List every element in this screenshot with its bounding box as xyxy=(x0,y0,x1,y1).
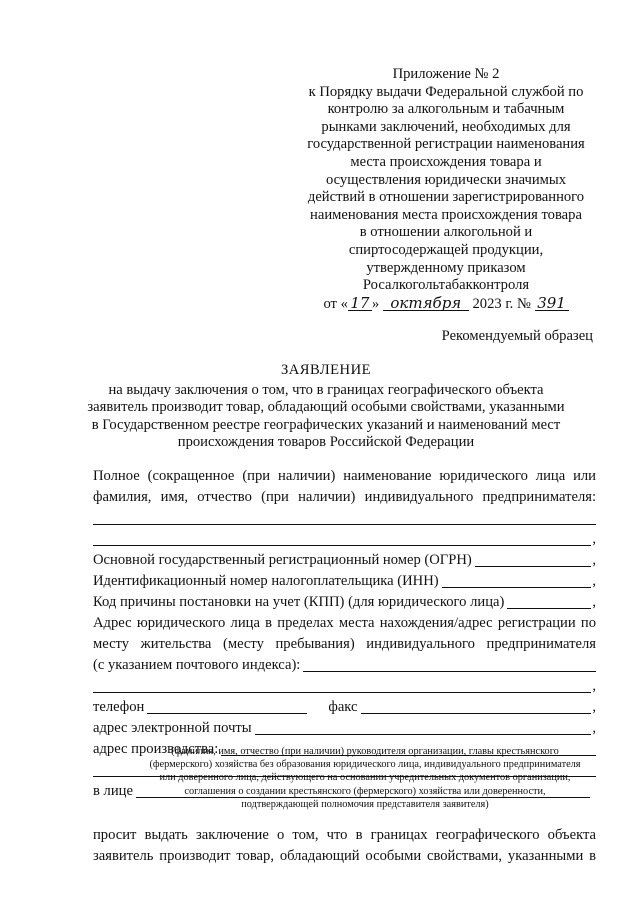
comma: , xyxy=(592,699,596,715)
order-prefix: от « xyxy=(323,295,348,312)
application-title xyxy=(76,362,576,452)
ogrn-label: Основной государственный регистрационный номер (ОГРН) xyxy=(93,552,472,568)
appendix-line: Приложение № 2 xyxy=(392,66,500,82)
order-year: 2023 г. № xyxy=(472,295,531,312)
order-reference xyxy=(296,293,596,314)
fax-field[interactable] xyxy=(361,713,592,714)
title-line: заявитель производит товар, обладающий особыми свойствами, указанными xyxy=(87,399,565,416)
kpp-label: Код причины постановки на учет (КПП) (для юридического лица) xyxy=(93,594,505,610)
appendix-line: в отношении алкогольной и xyxy=(359,224,533,241)
appendix-line: места происхождения товара и xyxy=(350,153,542,170)
phone-field[interactable] xyxy=(147,713,307,714)
name-blank-2[interactable] xyxy=(93,529,596,550)
comma: , xyxy=(592,720,596,736)
inn-field[interactable] xyxy=(93,571,596,592)
address-label-line1: Адрес юридического лица в пределах места нахождения/адрес регистрации по xyxy=(93,615,596,631)
comma: , xyxy=(592,678,596,694)
comma: , xyxy=(592,594,596,610)
representative-label: в лице xyxy=(93,783,133,799)
address-field[interactable] xyxy=(93,655,596,676)
appendix-line: действий в отношении зарегистрированного xyxy=(307,189,585,206)
appendix-line: контролю за алкогольным и табачным xyxy=(327,101,565,118)
appendix-line: государственной регистрации наименования xyxy=(307,136,585,153)
caption-line: (фамилия, имя, отчество (при наличии) руководителя организации, главы крестьянского xyxy=(171,746,559,757)
title-line: происхождения товаров Российской Федерации xyxy=(177,434,475,451)
appendix-line: наименования места происхождения товара xyxy=(310,206,582,223)
request-line: заявитель производит товар, обладающий особыми свойствами, указанными в xyxy=(93,848,596,864)
recommended-sample-label: Рекомендуемый образец xyxy=(441,328,593,344)
comma: , xyxy=(592,531,596,547)
appendix-line: к Порядку выдачи Федеральной службой по xyxy=(308,83,584,100)
title-line: в Государственном реестре географических указаний и наименований мест xyxy=(91,416,561,433)
kpp-field[interactable] xyxy=(93,592,596,613)
fax-label: факс xyxy=(328,699,358,715)
name-label-line2: фамилия, имя, отчество (при наличии) индивидуального предпринимателя: xyxy=(93,489,596,505)
phone-fax-row xyxy=(93,697,596,718)
address-label-line2: месту жительства (месту пребывания) индивидуального предпринимателя xyxy=(93,636,596,652)
appendix-line: осуществления юридически значимых xyxy=(325,171,567,188)
order-month-handwritten: октября xyxy=(383,296,469,311)
address-label-line3: (с указанием почтового индекса): xyxy=(93,657,301,673)
comma: , xyxy=(592,552,596,568)
caption-line: (фермерского) хозяйства без образования юридического лица, индивидуального предпринимателя xyxy=(149,759,581,771)
title-heading: ЗАЯВЛЕНИЕ xyxy=(280,362,372,378)
name-label-line1: Полное (сокращенное (при наличии) наименование юридического лица или xyxy=(93,468,596,484)
phone-label: телефон xyxy=(93,699,145,715)
representative-caption xyxy=(140,745,590,811)
order-number-handwritten: 391 xyxy=(535,296,569,311)
address-blank[interactable] xyxy=(93,676,596,697)
appendix-header xyxy=(296,66,596,313)
appendix-line: Росалкогольтабакконтроля xyxy=(362,277,530,294)
ogrn-field[interactable] xyxy=(93,550,596,571)
request-paragraph xyxy=(93,825,596,867)
caption-line: или доверенного лица, действующего на основании учредительных документов организации, xyxy=(159,772,571,784)
comma: , xyxy=(592,573,596,589)
email-field[interactable] xyxy=(93,718,596,739)
order-quote: » xyxy=(371,295,380,312)
email-label: адрес электронной почты xyxy=(93,720,252,736)
inn-label: Идентификационный номер налогоплательщика (ИНН) xyxy=(93,573,439,589)
order-day-handwritten: 17 xyxy=(348,296,372,311)
appendix-line: рынками заключений, необходимых для xyxy=(321,118,571,135)
caption-line: подтверждающей полномочия представителя заявителя) xyxy=(241,798,489,810)
name-blank-1[interactable] xyxy=(93,508,596,529)
appendix-line: спиртосодержащей продукции, xyxy=(348,241,544,258)
request-line: просит выдать заключение о том, что в границах географического объекта xyxy=(93,827,596,843)
title-line: на выдачу заключения о том, что в границах географического объекта xyxy=(108,381,544,398)
caption-line: соглашения о создании крестьянского (фермерского) хозяйства или доверенности, xyxy=(184,785,546,797)
appendix-line: утвержденному приказом xyxy=(366,259,526,276)
production-address-label: адрес производства: xyxy=(93,741,219,757)
